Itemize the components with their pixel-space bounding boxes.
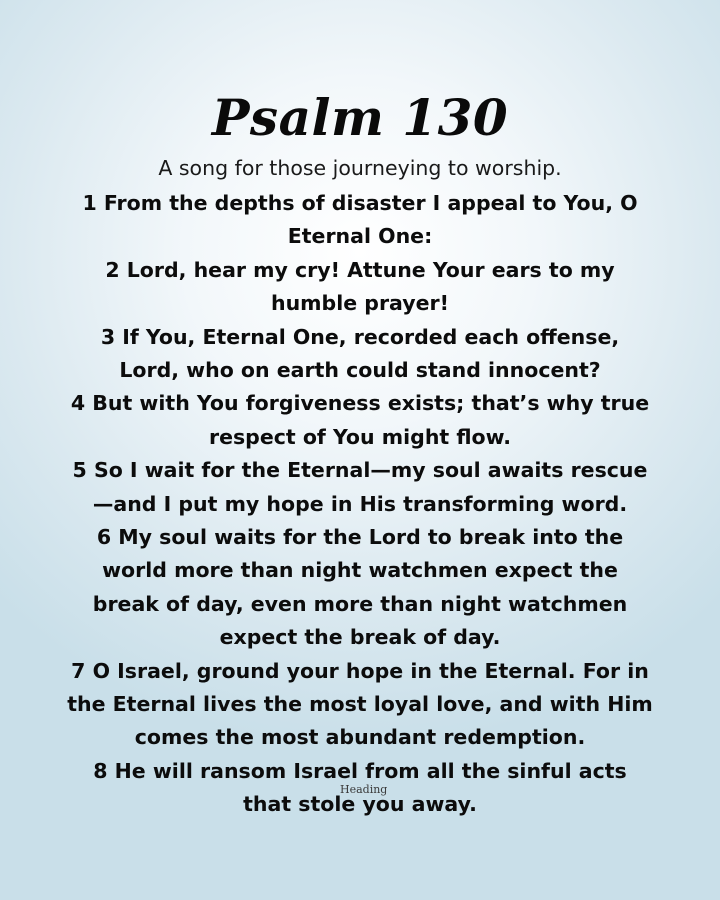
verse-line: —and I put my hope in His transforming word. [92, 491, 628, 516]
verse-line: respect of You might flow. [208, 424, 512, 449]
verse-line: 5 So I wait for the Eternal—my soul awaits rescue [72, 458, 648, 483]
verse-line: the Eternal lives the most loyal love, and with Him [67, 692, 653, 716]
verse-line: 2 Lord, hear my cry! Attune Your ears to my [105, 257, 615, 282]
page-title: Psalm 130 [211, 88, 509, 147]
verse-line: world more than night watchmen expect the [102, 558, 618, 583]
verse-line: 3 If You, Eternal One, recorded each offense, [100, 324, 620, 349]
verse-line: 6 My soul waits for the Lord to break into the [96, 525, 624, 549]
verse-line: that stole you away. [243, 792, 477, 817]
subtitle: A song for those journeying to worship. [158, 156, 562, 180]
verse-line: expect the break of day. [219, 625, 501, 650]
verse-line: 8 He will ransom Israel from all the sinful acts [93, 758, 627, 783]
heading-overlay-label: Heading [340, 783, 388, 796]
verse-line: humble prayer! [270, 291, 449, 316]
verse-line: 7 O Israel, ground your hope in the Eternal. For in [71, 658, 649, 683]
verse-line: Lord, who on earth could stand innocent? [119, 358, 601, 382]
verse-line: comes the most abundant redemption. [134, 725, 586, 750]
verse-line: 4 But with You forgiveness exists; that’s why true [70, 391, 650, 416]
verse-line: break of day, even more than night watchmen [92, 591, 628, 616]
verse-line: Eternal One: [287, 224, 433, 249]
verse-line: 1 From the depths of disaster I appeal to You, O [82, 191, 638, 215]
